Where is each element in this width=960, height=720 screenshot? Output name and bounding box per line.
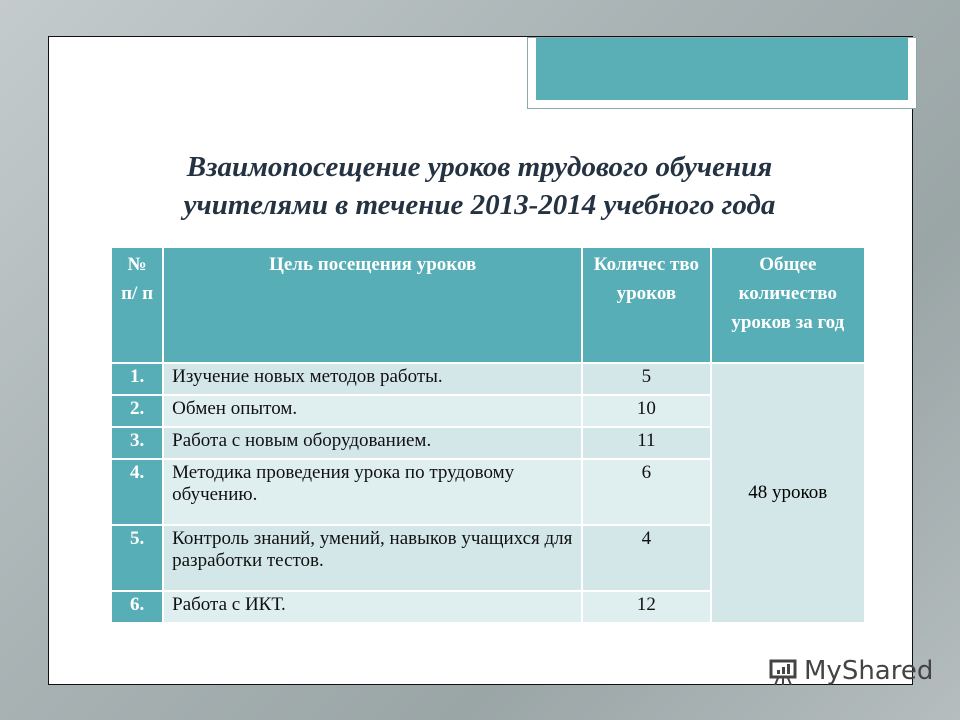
row-count: 5 [582,363,710,395]
row-num: 3. [111,427,163,459]
row-goal: Контроль знаний, умений, навыков учащихся для разработки тестов. [163,525,582,591]
slide-title [48,148,911,224]
decorative-header-box [527,37,917,109]
presentation-board-icon [768,656,798,686]
row-num: 2. [111,395,163,427]
header-count: Количес тво уроков [582,247,710,363]
row-num: 6. [111,591,163,623]
row-num: 1. [111,363,163,395]
row-goal: Работа с ИКТ. [163,591,582,623]
row-count: 11 [582,427,710,459]
row-goal: Методика проведения урока по трудовому обучению. [163,459,582,525]
row-count: 12 [582,591,710,623]
row-count: 10 [582,395,710,427]
table-row [111,363,865,395]
title-line-1: Взаимопосещение уроков трудового обучения [186,151,773,183]
row-goal: Работа с новым оборудованием. [163,427,582,459]
total-cell: 48 уроков [711,363,865,623]
table-header-row [111,247,865,363]
row-count: 6 [582,459,710,525]
header-goal: Цель посещения уроков [163,247,582,363]
visits-table [110,246,866,624]
watermark-logo [768,656,933,686]
row-num: 4. [111,459,163,525]
title-line-2: учителями в течение 2013-2014 учебного года [183,189,776,221]
row-count: 4 [582,525,710,591]
row-num: 5. [111,525,163,591]
row-goal: Изучение новых методов работы. [163,363,582,395]
header-num: № п/ п [111,247,163,363]
watermark-text: MyShared [804,656,934,686]
row-goal: Обмен опытом. [163,395,582,427]
header-total: Общее количество уроков за год [711,247,865,363]
